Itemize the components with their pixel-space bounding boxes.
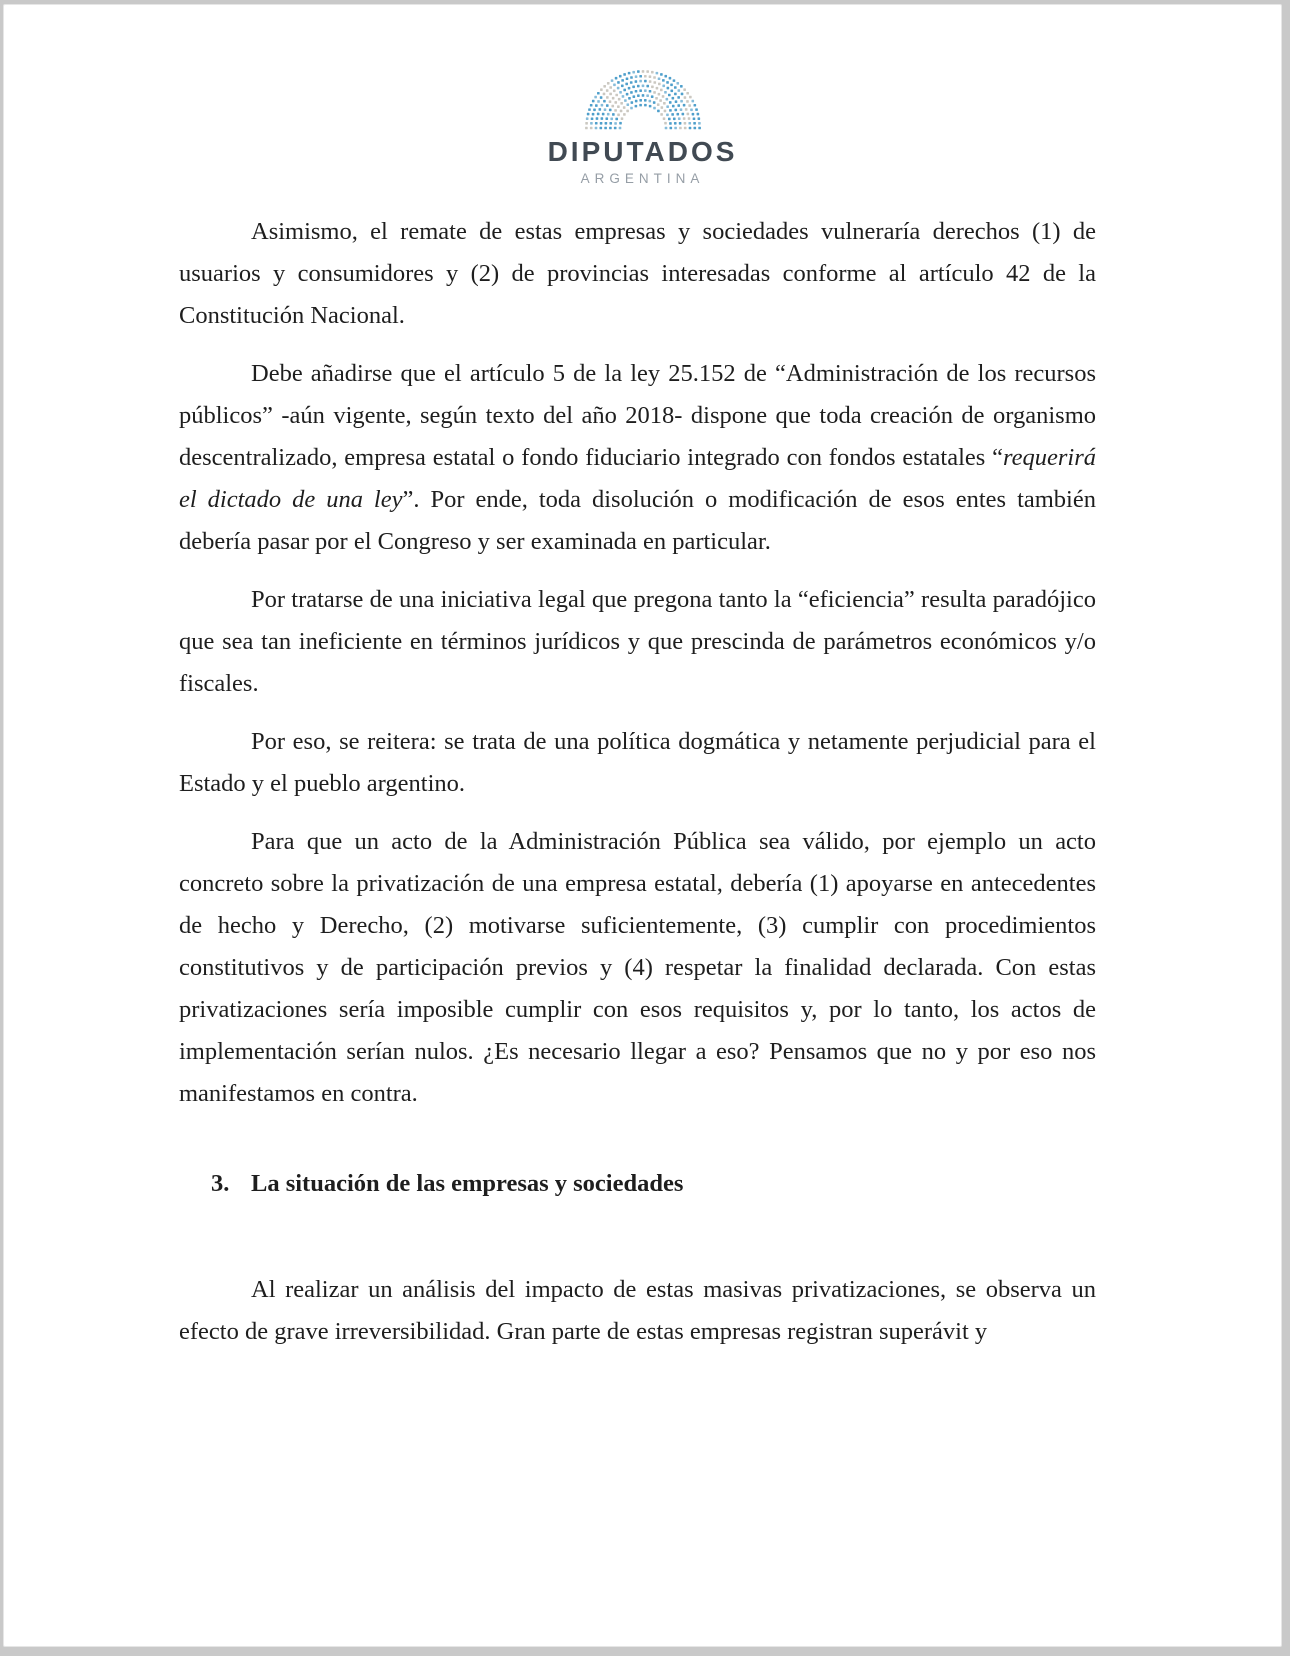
paragraph-2	[179, 353, 1096, 563]
logo-subtitle: ARGENTINA	[580, 171, 705, 186]
paragraph-1: Asimismo, el remate de estas empresas y sociedades vulneraría derechos (1) de usuarios y consumidores y (2) de provincias interesadas conforme al artículo 42 de la Constitución Nacional.	[179, 218, 1096, 329]
paragraph-2-pre: Debe añadirse que el artículo 5 de la ley 25.152 de “Administración de los recursos públicos” -aún vigente, según texto del año 2018- dispone que toda creación de organismo descentralizado, empresa estatal o fondo fiduciario integrado con fondos estatales “	[179, 360, 1096, 471]
logo-title: DIPUTADOS	[547, 136, 738, 167]
section-heading-text: La situación de las empresas y sociedades	[251, 1170, 684, 1197]
document-body	[179, 211, 1096, 1353]
section-heading	[211, 1163, 1096, 1205]
paragraph-2-italic-quote: requerirá el dictado de una ley	[179, 444, 1096, 513]
paragraph-3: Por tratarse de una iniciativa legal que pregona tanto la “eficiencia” resulta paradójico que sea tan ineficiente en términos jurídicos y que prescinda de parámetros económicos y/o fiscales.	[179, 586, 1096, 697]
paragraph-5: Para que un acto de la Administración Pública sea válido, por ejemplo un acto concreto sobre la privatización de una empresa estatal, debería (1) apoyarse en antecedentes de hecho y Derecho, (2) motivarse suficientemente, (3) cumplir con procedimientos constitutivos y de participación previos y (4) respetar la finalidad declarada. Con estas privatizaciones sería imposible cumplir con esos requisitos y, por lo tanto, los actos de implementación serían nulos. ¿Es necesario llegar a eso? Pensamos que no y por eso nos manifestamos en contra.	[179, 828, 1096, 1107]
hemicycle-logo-icon	[583, 67, 703, 131]
paragraph-4: Por eso, se reitera: se trata de una política dogmática y netamente perjudicial para el Estado y el pueblo argentino.	[179, 728, 1096, 797]
paragraph-6: Al realizar un análisis del impacto de estas masivas privatizaciones, se observa un efecto de grave irreversibilidad. Gran parte de estas empresas registran superávit y	[179, 1276, 1096, 1345]
document-header	[4, 5, 1281, 189]
document-page	[3, 4, 1282, 1647]
paragraph-2-post: ”. Por ende, toda disolución o modificación de esos entes también debería pasar por el Congreso y ser examinada en particular.	[179, 486, 1096, 555]
section-heading-number: 3.	[211, 1170, 230, 1197]
